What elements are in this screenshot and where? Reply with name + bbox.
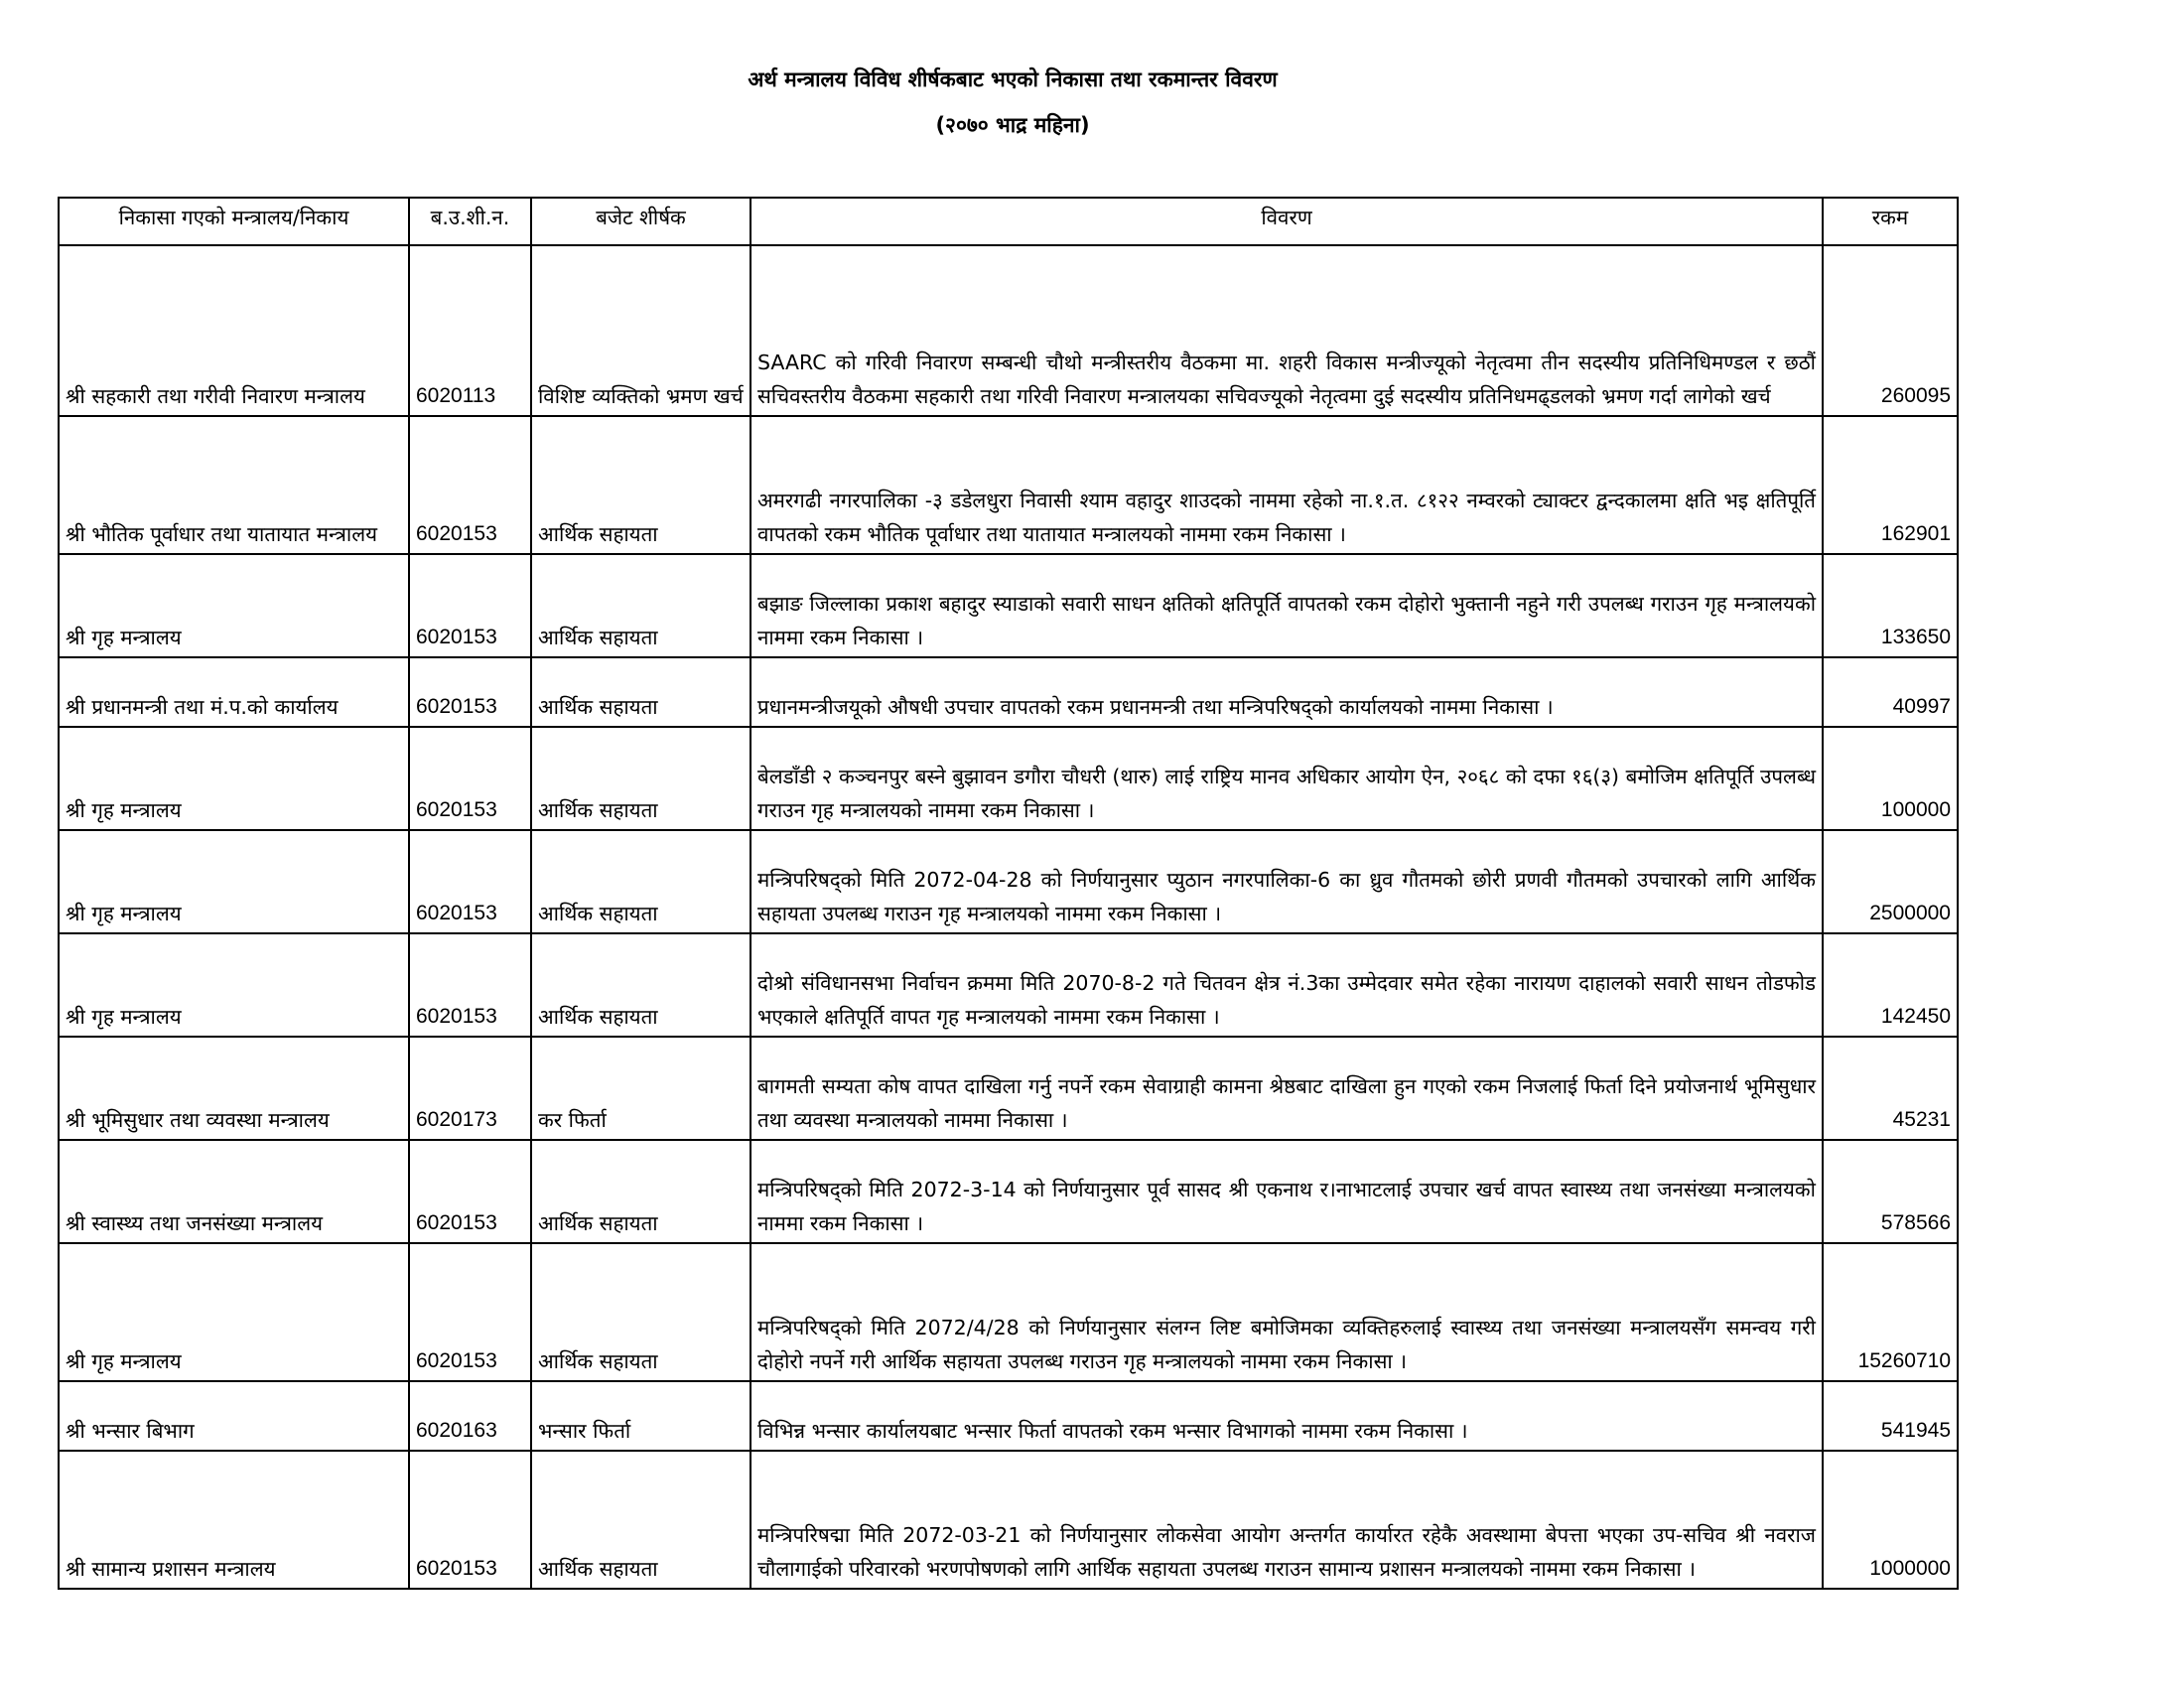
document-title: अर्थ मन्त्रालय विविध शीर्षकबाट भएको निकासा तथा रकमान्तर विवरण [748,68,1278,91]
cell-amount: 1000000 [1823,1451,1958,1589]
cell-budget-head: आर्थिक सहायता [531,657,751,727]
cell-description: मन्त्रिपरिषद्मा मिति 2072-03-21 को निर्णयानुसार लोकसेवा आयोग अन्तर्गत कार्यारत रहेकै अवस्थामा बेपत्ता भएका उप-सचिव श्री नवराज चौलागाईको परिवारको भरणपोषणको लागि आर्थिक सहायता उपलब्ध गराउन सामान्य प्रशासन मन्त्रालयको नाममा रकम निकासा । [751,1451,1823,1589]
cell-code: 6020153 [409,933,531,1037]
table-row [59,1451,1958,1589]
table-row [59,657,1958,727]
cell-budget-head: आर्थिक सहायता [531,554,751,657]
cell-amount: 100000 [1823,727,1958,830]
cell-amount: 2500000 [1823,830,1958,933]
cell-code: 6020163 [409,1381,531,1451]
cell-ministry: श्री भौतिक पूर्वाधार तथा यातायात मन्त्रालय [59,416,409,554]
cell-description: दोश्रो संविधानसभा निर्वाचन क्रममा मिति 2070-8-2 गते चितवन क्षेत्र नं.3का उम्मेदवार समेत रहेका नारायण दाहालको सवारी साधन तोडफोड भएकाले क्षतिपूर्ति वापत गृह मन्त्रालयको नाममा रकम निकासा । [751,933,1823,1037]
header-code: ब.उ.शी.न. [409,198,531,245]
cell-ministry: श्री सामान्य प्रशासन मन्त्रालय [59,1451,409,1589]
table-row [59,245,1958,416]
cell-description: बझाङ जिल्लाका प्रकाश बहादुर स्याडाको सवारी साधन क्षतिको क्षतिपूर्ति वापतको रकम दोहोरो भुक्तानी नहुने गरी उपलब्ध गराउन गृह मन्त्रालयको नाममा रकम निकासा । [751,554,1823,657]
cell-budget-head: कर फिर्ता [531,1037,751,1140]
cell-budget-head: आर्थिक सहायता [531,1140,751,1243]
cell-code: 6020153 [409,1243,531,1381]
table-row [59,416,1958,554]
cell-amount: 260095 [1823,245,1958,416]
cell-description: बागमती सम्यता कोष वापत दाखिला गर्नु नपर्ने रकम सेवाग्राही कामना श्रेष्ठबाट दाखिला हुन गएको रकम निजलाई फिर्ता दिने प्रयोजनार्थ भूमिसुधार तथा व्यवस्था मन्त्रालयको नाममा निकासा । [751,1037,1823,1140]
cell-amount: 40997 [1823,657,1958,727]
cell-code: 6020153 [409,416,531,554]
table-header-row [59,198,1958,245]
cell-ministry: श्री गृह मन्त्रालय [59,830,409,933]
cell-description: मन्त्रिपरिषद्को मिति 2072-3-14 को निर्णयानुसार पूर्व सासद श्री एकनाथ र।नाभाटलाई उपचार खर्च वापत स्वास्थ्य तथा जनसंख्या मन्त्रालयको नाममा रकम निकासा । [751,1140,1823,1243]
table-row [59,1381,1958,1451]
cell-ministry: श्री गृह मन्त्रालय [59,554,409,657]
header-ministry: निकासा गएको मन्त्रालय/निकाय [59,198,409,245]
cell-code: 6020153 [409,554,531,657]
cell-code: 6020113 [409,245,531,416]
header-description: विवरण [751,198,1823,245]
table-row [59,1140,1958,1243]
cell-description: विभिन्न भन्सार कार्यालयबाट भन्सार फिर्ता वापतको रकम भन्सार विभागको नाममा रकम निकासा । [751,1381,1823,1451]
cell-description: बेलडाँडी २ कञ्चनपुर बस्ने बुझावन डगौरा चौधरी (थारु) लाई राष्ट्रिय मानव अधिकार आयोग ऐन, २०६८ को दफा १६(३) बमोजिम क्षतिपूर्ति उपलब्ध गराउन गृह मन्त्रालयको नाममा रकम निकासा । [751,727,1823,830]
table-row [59,933,1958,1037]
cell-code: 6020153 [409,1140,531,1243]
cell-description: प्रधानमन्त्रीजयूको औषधी उपचार वापतको रकम प्रधानमन्त्री तथा मन्त्रिपरिषद्को कार्यालयको नाममा निकासा । [751,657,1823,727]
table-row [59,1243,1958,1381]
disbursement-table [58,197,1959,1590]
cell-budget-head: आर्थिक सहायता [531,416,751,554]
cell-code: 6020153 [409,1451,531,1589]
cell-amount: 541945 [1823,1381,1958,1451]
cell-amount: 162901 [1823,416,1958,554]
document-subtitle: (२०७० भाद्र महिना) [935,113,1090,137]
cell-description: मन्त्रिपरिषद्को मिति 2072/4/28 को निर्णयानुसार संलग्न लिष्ट बमोजिमका व्यक्तिहरुलाई स्वास्थ्य तथा जनसंख्या मन्त्रालयसँग समन्वय गरी दोहोरो नपर्ने गरी आर्थिक सहायता उपलब्ध गराउन गृह मन्त्रालयको नाममा रकम निकासा । [751,1243,1823,1381]
cell-amount: 133650 [1823,554,1958,657]
cell-code: 6020153 [409,727,531,830]
cell-amount: 45231 [1823,1037,1958,1140]
cell-ministry: श्री सहकारी तथा गरीवी निवारण मन्त्रालय [59,245,409,416]
table-row [59,830,1958,933]
table-row [59,727,1958,830]
cell-ministry: श्री भूमिसुधार तथा व्यवस्था मन्त्रालय [59,1037,409,1140]
cell-ministry: श्री स्वास्थ्य तथा जनसंख्या मन्त्रालय [59,1140,409,1243]
header-budget-head: बजेट शीर्षक [531,198,751,245]
cell-code: 6020153 [409,657,531,727]
cell-code: 6020173 [409,1037,531,1140]
cell-ministry: श्री गृह मन्त्रालय [59,727,409,830]
cell-ministry: श्री प्रधानमन्त्री तथा मं.प.को कार्यालय [59,657,409,727]
cell-description: मन्त्रिपरिषद्को मिति 2072-04-28 को निर्णयानुसार प्युठान नगरपालिका-6 का ध्रुव गौतमको छोरी प्रणवी गौतमको उपचारको लागि आर्थिक सहायता उपलब्ध गराउन गृह मन्त्रालयको नाममा रकम निकासा । [751,830,1823,933]
table-row [59,554,1958,657]
cell-budget-head: आर्थिक सहायता [531,830,751,933]
cell-amount: 15260710 [1823,1243,1958,1381]
cell-ministry: श्री गृह मन्त्रालय [59,933,409,1037]
cell-budget-head: विशिष्ट व्यक्तिको भ्रमण खर्च [531,245,751,416]
cell-budget-head: आर्थिक सहायता [531,1243,751,1381]
cell-amount: 578566 [1823,1140,1958,1243]
cell-budget-head: आर्थिक सहायता [531,933,751,1037]
cell-amount: 142450 [1823,933,1958,1037]
cell-code: 6020153 [409,830,531,933]
header-amount: रकम [1823,198,1958,245]
cell-budget-head: आर्थिक सहायता [531,1451,751,1589]
cell-ministry: श्री गृह मन्त्रालय [59,1243,409,1381]
cell-budget-head: आर्थिक सहायता [531,727,751,830]
cell-ministry: श्री भन्सार बिभाग [59,1381,409,1451]
cell-description: SAARC को गरिवी निवारण सम्बन्धी चौथो मन्त्रीस्तरीय वैठकमा मा. शहरी विकास मन्त्रीज्यूको नेतृत्वमा तीन सदस्यीय प्रतिनिधिमण्डल र छठौं सचिवस्तरीय वैठकमा सहकारी तथा गरिवी निवारण मन्त्रालयका सचिवज्यूको नेतृत्वमा दुई सदस्यीय प्रतिनिधमढ्डलको भ्रमण गर्दा लागेको खर्च [751,245,1823,416]
cell-description: अमरगढी नगरपालिका -३ डडेलधुरा निवासी श्याम वहादुर शाउदको नाममा रहेको ना.१.त. ८१२२ नम्वरको ट्याक्टर द्वन्दकालमा क्षति भइ क्षतिपूर्ति वापतको रकम भौतिक पूर्वाधार तथा यातायात मन्त्रालयको नाममा रकम निकासा । [751,416,1823,554]
table-row [59,1037,1958,1140]
cell-budget-head: भन्सार फिर्ता [531,1381,751,1451]
